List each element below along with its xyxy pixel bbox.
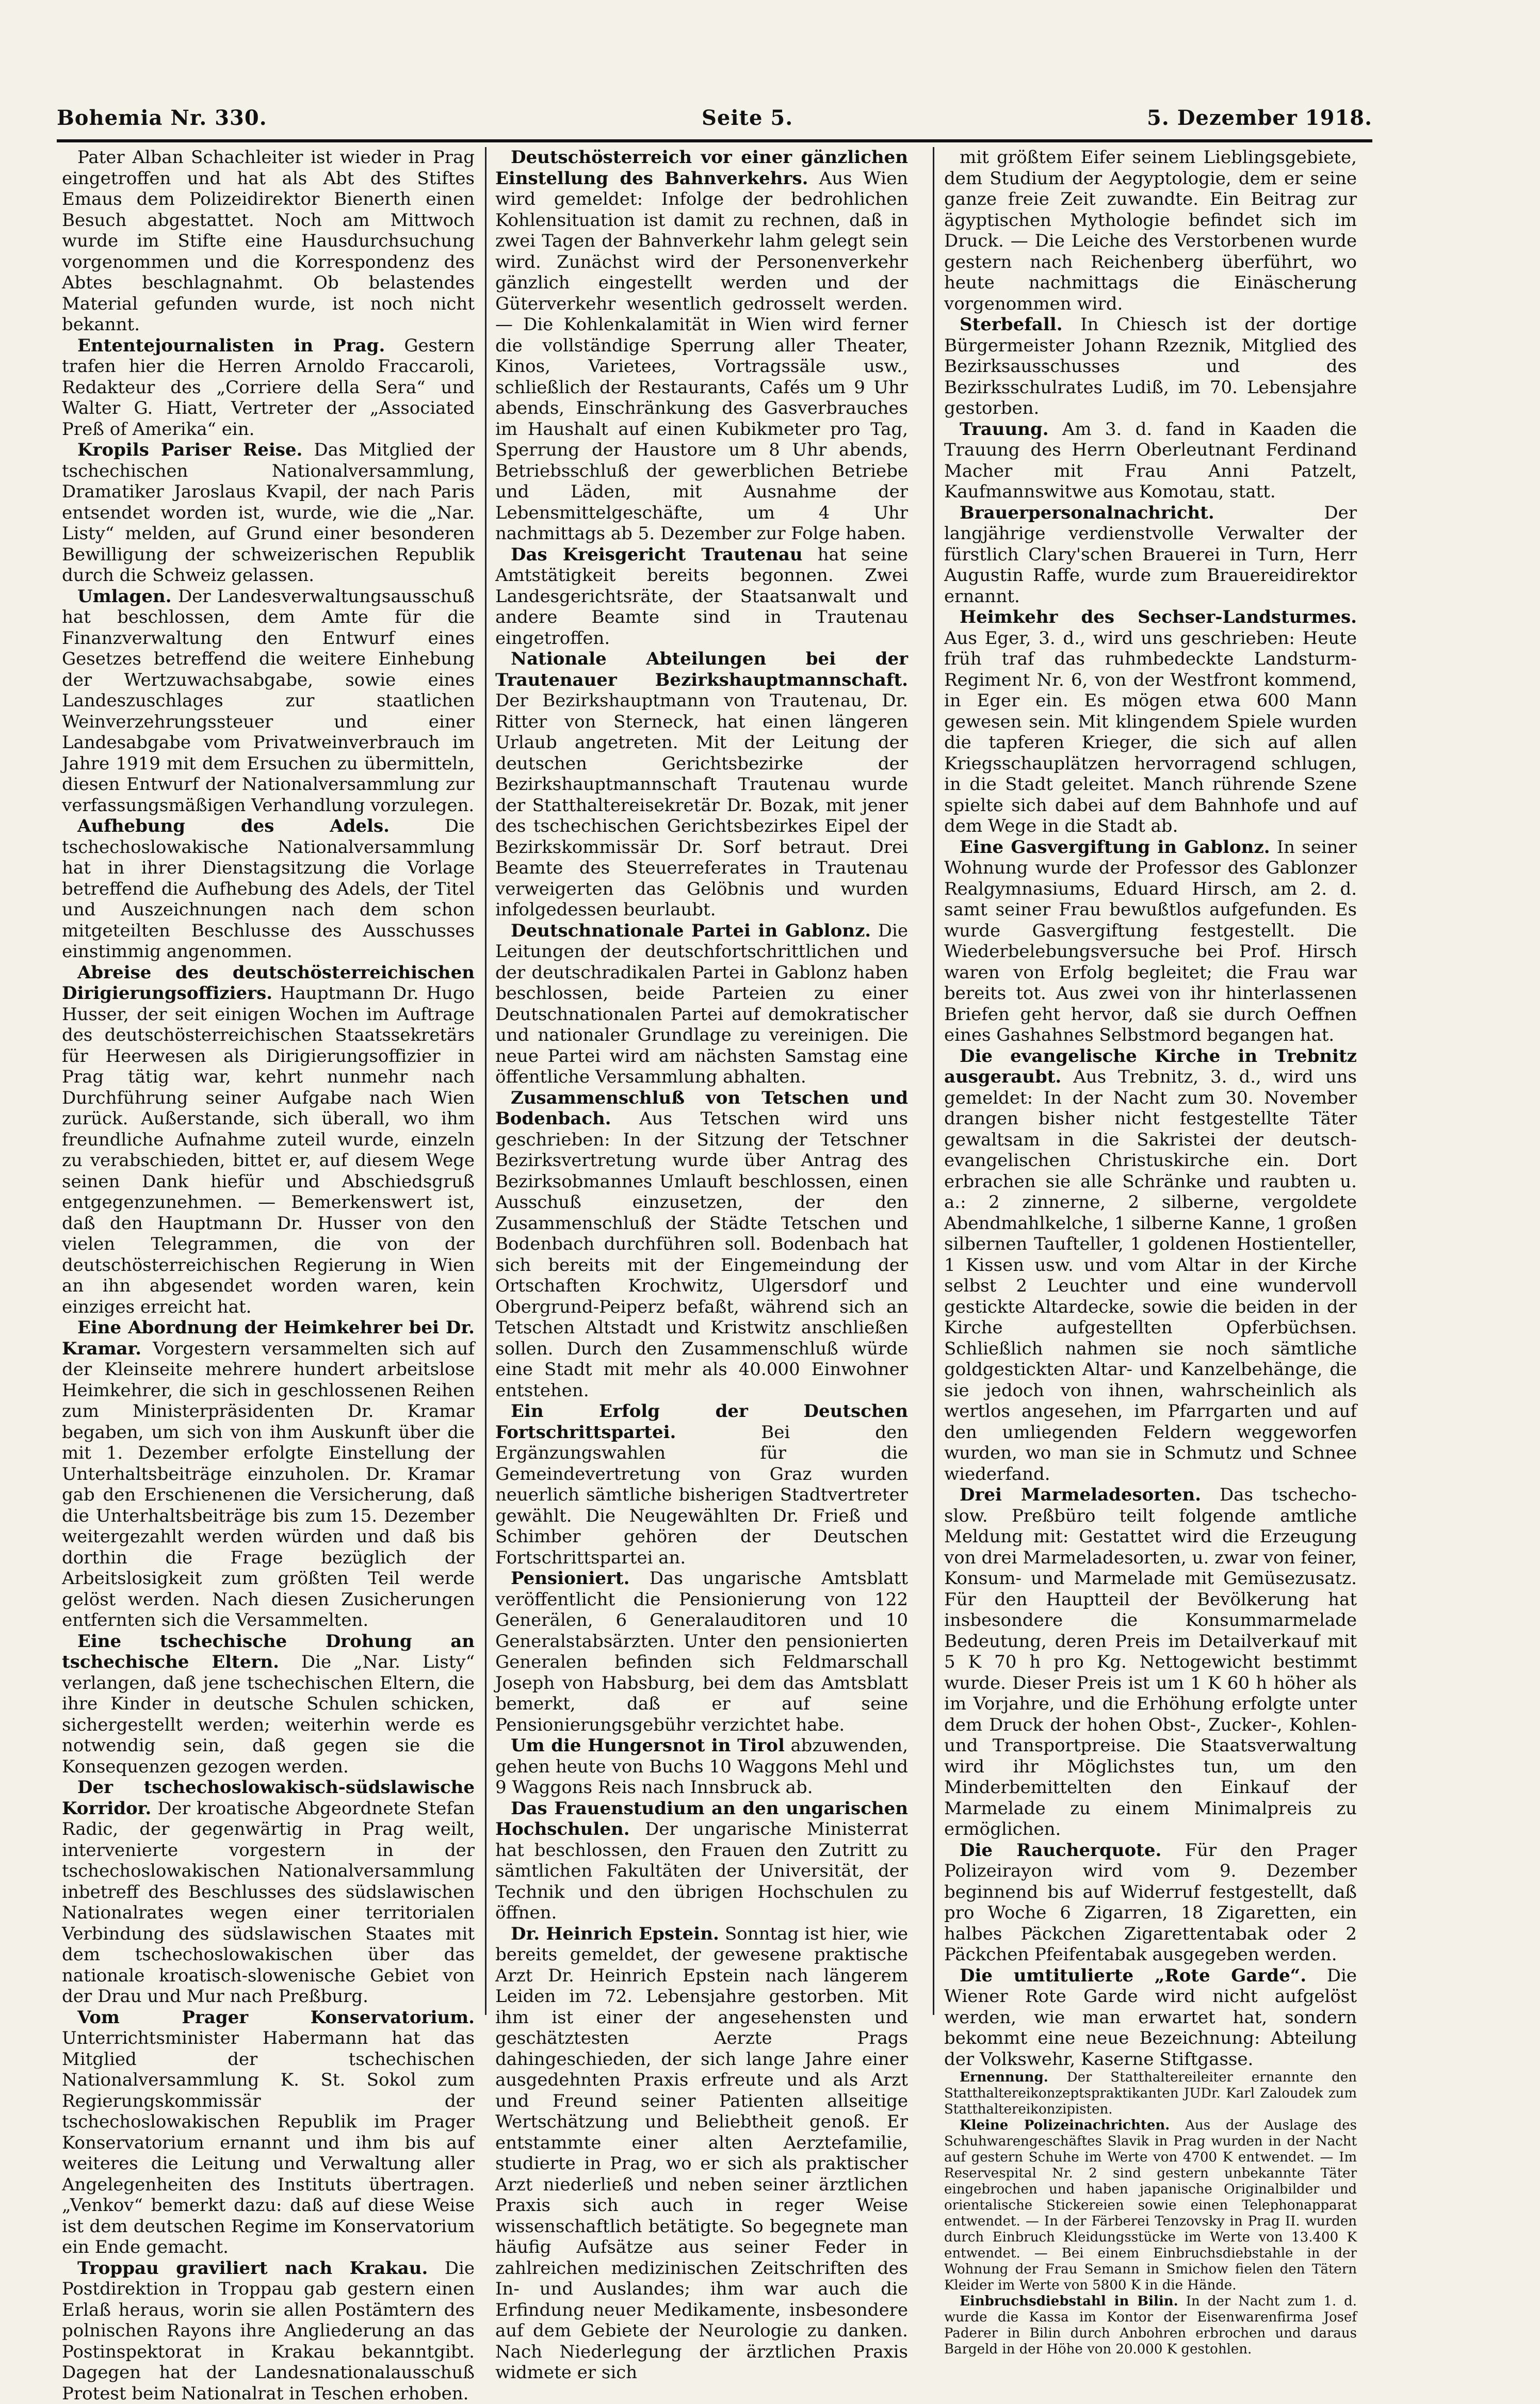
news-item-text: Sonntag ist hier, wie bereits gemeldet, der gewesene praktische Arzt Dr. Heinrich Epstein nach längerem Leiden im 72. Lebensjahre gestorben. Mit ihm ist einer der angesehensten und geschätztesten Aerzte Prags dahingeschieden, der sich lange Jahre einer ausgedehnten Praxis erfreute und als Arzt und Freund seiner Patienten allseitige Wertschätzung und Beliebtheit genoß. Er entstammte einer alten Aerztefamilie, studierte in Prag, wo er sich als praktischer Arzt niederließ und neben seiner ärztlichen Praxis sich auch in reger Weise wissenschaftlich betätigte. So begegnete man häufig Aufsätze aus seiner Feder in zahlreichen medizinischen Zeitschriften des In- und Auslandes; ihm war auch die Erfindung neuer Medikamente, insbesondere auf dem Gebiete der Neurologie zu danken. Nach Niederlegung der ärztlichen Praxis widmete er sich xyxy=(495,1924,908,2383)
news-item xyxy=(944,503,1357,607)
news-item-headline: Der tschechoslowakisch-südslawische Korridor. xyxy=(62,1777,475,1819)
news-item-headline: Abreise des deutschösterreichischen Dirigierungsoffiziers. xyxy=(62,962,475,1004)
news-item-headline: Einbruchsdiebstahl in Bilin. xyxy=(960,2294,1178,2309)
news-item-headline: Eine Gasvergiftung in Gablonz. xyxy=(960,837,1270,858)
news-item-text: Der Bezirkshauptmann von Trautenau, Dr. Ritter von Sterneck, hat einen längeren Urlaub angetreten. Mit der Leitung der deutschen Gerichtsbezirke der Bezirkshauptmannschaft Trautenau wurde der Statthaltereisekretär Dr. Bozak, mit jener des tschechischen Gerichtsbezirkes Eipel der Bezirkskommissär Dr. Sorf betraut. Drei Beamte des Steuerreferates in Trautenau verweigerten das Gelöbnis und wurden infolgedessen beurlaubt. xyxy=(495,690,908,920)
news-item xyxy=(62,440,475,586)
news-item-headline: Trauung. xyxy=(960,419,1049,440)
news-item-headline: Eine tschechische Drohung an tschechische Eltern. xyxy=(62,1631,475,1673)
news-item xyxy=(944,1840,1357,1965)
news-item-headline: Ententejournalisten in Prag. xyxy=(77,335,385,356)
issue-date: 5. Dezember 1918. xyxy=(1147,106,1372,130)
news-item-headline: Aufhebung des Adels. xyxy=(77,816,390,836)
news-item-text: Für den Prager Polizeirayon wird vom 9. Dezember beginnend bis auf Widerruf festgestellt, daß pro Woche 6 Zigarren, 18 Zigaretten, ein halbes Päckchen Zigarettentabak oder 2 Päckchen Pfeifentabak ausgegeben werden. xyxy=(944,1840,1357,1965)
news-item-headline: Eine Abordnung der Heimkehrer bei Dr. Kramar. xyxy=(62,1317,475,1359)
news-item-headline: Das Kreisgericht Trautenau xyxy=(511,544,803,565)
news-item-text: Hauptmann Dr. Hugo Husser, der seit einigen Wochen im Auftrage des deutschösterreichischen Staatssekretärs für Heerwesen als Dirigierungsoffizier in Prag tätig war, kehrt nunmehr nach Durchführung seiner Aufgabe nach Wien zurück. Außerstande, sich überall, wo ihm freundliche Aufnahme zuteil wurde, einzeln zu verabschieden, bittet er, auf diesem Wege seinen Dank hiefür und Abschiedsgruß entgegenzunehmen. — Bemerkenswert ist, daß den Hauptmann Dr. Husser von den vielen Telegrammen, die von der deutschösterreichischen Regierung in Wien an ihn abgesendet worden waren, kein einziges erreicht hat. xyxy=(62,983,475,1317)
news-item-text: Vorgestern versammelten sich auf der Kleinseite mehrere hundert arbeitslose Heimkehrer, die sich in geschlossenen Reihen zum Ministerpräsidenten Dr. Kramar begaben, um sich von ihm Auskunft über die mit 1. Dezember erfolgte Einstellung der Unterhaltsbeiträge einzuholen. Dr. Kramar gab den Erschienenen die Versicherung, daß die Unterhaltsbeiträge bis zum 15. Dezember weitergezahlt werden würden und daß bis dorthin die Frage bezüglich der Arbeitslosigkeit zum größten Teil werde gelöst werden. Nach diesen Zusicherungen entfernten sich die Versammelten. xyxy=(62,1338,475,1631)
news-item-headline: Die evangelische Kirche in Trebnitz ausgeraubt. xyxy=(944,1046,1357,1088)
news-item xyxy=(495,649,908,921)
news-item-text: Bei den Ergänzungswahlen für die Gemeindevertretung von Graz wurden neuerlich sämtliche bisherigen Stadtvertreter gewählt. Die Neugewählten Dr. Frieß und Schimber gehören der Deutschen Fortschrittspartei an. xyxy=(495,1422,908,1568)
news-item-headline: Kropils Pariser Reise. xyxy=(77,440,302,460)
news-item xyxy=(62,962,475,1318)
news-item-text: abzuwenden, gehen heute von Buchs 10 Waggons Mehl und 9 Waggons Reis nach Innsbruck ab. xyxy=(495,1735,908,1798)
news-item xyxy=(495,1798,908,1924)
news-item-text: In Chiesch ist der dortige Bürgermeister Johann Rzeznik, Mitglied des Bezirksausschusses und des Bezirksschulrates Ludiß, im 70. Lebensjahre gestorben. xyxy=(944,314,1357,418)
news-item xyxy=(495,921,908,1088)
news-item xyxy=(944,314,1357,419)
news-item xyxy=(62,1631,475,1778)
news-item-text: mit größtem Eifer seinem Lieblingsgebiete, dem Studium der Aegyptologie, dem er seine ganze freie Zeit zuwandte. Ein Beitrag zur ägyptischen Mythologie befindet sich im Druck. — Die Leiche des Verstorbenen wurde gestern nach Reichenberg überführt, wo heute nachmittags die Einäscherung vorgenommen wird. xyxy=(944,147,1357,314)
news-item-text: Der Landesverwaltungsausschuß hat beschlossen, dem Amte für die Finanzverwaltung den Entwurf eines Gesetzes betreffend die weitere Einhebung der Wertzuwachsabgabe, sowie eines Landeszuschlages zur staatlichen Weinverzehrungssteuer und einer Landesabgabe vom Privatweinverbrauch im Jahre 1919 mit dem Ersuchen zu übermitteln, diesen Entwurf der Nationalversammlung zur verfassungsmäßigen Verhandlung vorzulegen. xyxy=(62,586,475,816)
news-item xyxy=(62,816,475,962)
news-item-text: Unterrichtsminister Habermann hat das Mitglied der tschechischen Nationalversammlung K. St. Sokol zum Regierungskommissär der tschechoslowakischen Republik im Prager Konservatorium ernannt und ihm bis auf weiteres die Leitung und Verwaltung aller Angelegenheiten des Instituts übertragen. „Venkov“ bemerkt dazu: daß auf diese Weise ist dem deutschen Regime im Konservatorium ein Ende gemacht. xyxy=(62,2028,475,2257)
news-item-headline: Brauerpersonalnachricht. xyxy=(960,503,1214,523)
column-1 xyxy=(62,147,475,2036)
news-item xyxy=(944,1046,1357,1485)
news-item-text: Aus Eger, 3. d., wird uns geschrieben: Heute früh traf das ruhmbedeckte Landsturm-Regiment Nr. 6, von der Westfront kommend, in Eger ein. Es mögen etwa 600 Mann gewesen sein. Mit klingendem Spiele wurden die tapferen Krieger, die sich auf allen Kriegsschauplätzen hervorragend schlugen, in die Stadt geleitet. Manch rührende Szene spielte sich dabei auf dem Bahnhofe und auf dem Wege in die Stadt ab. xyxy=(944,628,1357,837)
page-number: Seite 5. xyxy=(702,106,793,130)
column-divider xyxy=(485,147,487,2015)
news-item xyxy=(495,1088,908,1401)
news-item-text: Der langjährige verdienstvolle Verwalter der fürstlich Clary'schen Brauerei in Turn, Herr Augustin Raffe, wurde zum Brauereidirektor ernannt. xyxy=(944,503,1357,607)
news-item xyxy=(944,2118,1357,2294)
news-item-text: Am 3. d. fand in Kaaden die Trauung des Herrn Oberleutnant Ferdinand Macher mit Frau Anni Patzelt, Kaufmannswitwe aus Komotau, statt. xyxy=(944,419,1357,503)
column-2 xyxy=(495,147,908,2036)
news-item xyxy=(944,2294,1357,2358)
news-item-headline: Pensioniert. xyxy=(511,1568,629,1589)
news-item-text: Das ungarische Amtsblatt veröffentlicht die Pensionierung von 122 Generälen, 6 Generalauditoren und 10 Generalstabsärzten. Unter den pensionierten Generalen befinden sich Feldmarschall Joseph von Habsburg, bei dem das Amtsblatt bemerkt, daß er auf seine Pensionierungsgebühr verzichtet habe. xyxy=(495,1568,908,1735)
news-item xyxy=(495,544,908,649)
news-item-headline: Ein Erfolg der Deutschen Fortschrittspartei. xyxy=(495,1401,908,1443)
news-item xyxy=(495,147,908,544)
news-item-text: Die Leitungen der deutschfortschrittlichen und der deutschradikalen Partei in Gablonz haben beschlossen, beide Parteien zu einer Deutschnationalen Partei auf demokratischer und nationaler Grundlage zu vereinigen. Die neue Partei wird am nächsten Samstag eine öffentliche Versammlung abhalten. xyxy=(495,921,908,1088)
news-item-text: Das tschecho-slow. Preßbüro teilt folgende amtliche Meldung mit: Gestattet wird die Erzeugung von drei Marmeladesorten, u. zwar von feiner, Konsum- und Marmelade mit Gemüsezusatz. Für den Hauptteil der Bevölkerung hat insbesondere die Konsummarmelade Bedeutung, deren Preis im Detailverkauf mit 5 K 70 h pro Kg. Nettogewicht bestimmt wurde. Dieser Preis ist um 1 K 60 h höher als im Vorjahre, und die Erhöhung erfolgte unter dem Druck der hohen Obst-, Zucker-, Kohlen- und Transportpreise. Die Staatsverwaltung wird ihr Möglichstes tun, um den Minderbemittelten den Einkauf der Marmelade zu einem Minimalpreis zu ermöglichen. xyxy=(944,1485,1357,1840)
news-item-text: Die tschechoslowakische Nationalversammlung hat in ihrer Dienstagsitzung die Vorlage betreffend die Aufhebung des Adels, der Titel und Auszeichnungen nach dem schon mitgeteilten Beschlusse des Ausschusses einstimmig angenommen. xyxy=(62,816,475,962)
news-item-text: Der Statthaltereileiter ernannte den Statthaltereikonzeptspraktikanten JUDr. Karl Zaloudek zum Statthaltereikonzipisten. xyxy=(944,2070,1357,2117)
news-item xyxy=(62,335,475,440)
news-item-text: Aus Tetschen wird uns geschrieben: In der Sitzung der Tetschner Bezirksvertretung wurde über Antrag des Bezirksobmannes Umlauft beschlossen, einen Ausschuß einzusetzen, der den Zusammenschluß der Städte Tetschen und Bodenbach durchführen soll. Bodenbach hat sich bereits mit der Eingemeindung der Ortschaften Krochwitz, Ulgersdorf und Obergrund-Peiperz befaßt, während sich an Tetschen Altstadt und Kristwitz anschließen sollen. Durch den Zusammenschluß würde eine Stadt mit mehr als 40.000 Einwohner entstehen. xyxy=(495,1108,908,1401)
news-item-headline: Sterbefall. xyxy=(960,314,1063,335)
masthead xyxy=(57,106,1372,137)
news-item xyxy=(944,2070,1357,2118)
news-item xyxy=(944,1485,1357,1840)
column-divider xyxy=(933,147,934,2015)
column-3 xyxy=(944,147,1357,2036)
news-item-headline: Dr. Heinrich Epstein. xyxy=(511,1924,719,1944)
news-item xyxy=(62,1317,475,1631)
news-item-text: Die „Nar. Listy“ verlangen, daß jene tschechischen Eltern, die ihre Kinder in deutsche Schulen schicken, sichergestellt werden; weiterhin werde es notwendig sein, daß gegen sie die Konsequenzen gezogen werden. xyxy=(62,1652,475,1777)
news-item xyxy=(944,607,1357,837)
news-item xyxy=(944,419,1357,503)
news-item-text: Pater Alban Schachleiter ist wieder in Prag eingetroffen und hat als Abt des Stiftes Emaus dem Polizeidirektor Bienerth einen Besuch abgestattet. Noch am Mittwoch wurde im Stifte eine Hausdurchsuchung vorgenommen und die Korrespondenz des Abtes beschlagnahmt. Ob belastendes Material gefunden wurde, ist noch nicht bekannt. xyxy=(62,147,475,335)
news-item-text: Das Mitglied der tschechischen Nationalversammlung, Dramatiker Jaroslaus Kvapil, der nach Paris entsendet worden ist, wurde, wie die „Nar. Listy“ melden, auf Grund einer besonderen Bewilligung der schweizerischen Republik durch die Schweiz gelassen. xyxy=(62,440,475,586)
newspaper-name: Bohemia Nr. 330. xyxy=(57,106,267,130)
news-item-headline: Umlagen. xyxy=(77,586,172,607)
news-item-text: hat seine Amtstätigkeit bereits begonnen. Zwei Landesgerichtsräte, der Staatsanwalt und andere Beamte sind in Trautenau eingetroffen. xyxy=(495,544,908,649)
news-item-headline: Vom Prager Konservatorium. xyxy=(77,2007,475,2028)
news-item xyxy=(944,147,1357,314)
news-item-headline: Ernennung. xyxy=(960,2070,1048,2085)
news-item-text: Aus der Auslage des Schuhwarengeschäftes Slavik in Prag wurden in der Nacht auf gestern Schuhe im Werte von 4700 K entwendet. — Im Reservespital Nr. 2 sind gestern unbekannte Täter eingebrochen und haben japanische Originalbilder und orientalische Stickereien sowie einen Telephonapparat entwendet. — In der Färberei Tenzovsky in Prag II. wurden durch Einbruch Kleidungsstücke im Werte von 13.400 K entwendet. — Bei einem Einbruchsdiebstahle in der Wohnung der Frau Semann in Smichow fielen den Tätern Kleider im Werte von 5800 K in die Hände. xyxy=(944,2118,1357,2293)
header-rule xyxy=(57,139,1372,142)
news-item-headline: Um die Hungersnot in Tirol xyxy=(511,1735,785,1756)
news-item xyxy=(62,2258,475,2404)
news-item-headline: Das Frauenstudium an den ungarischen Hochschulen. xyxy=(495,1798,908,1840)
news-item xyxy=(495,1924,908,2383)
news-item-headline: Die umtitulierte „Rote Garde“. xyxy=(960,1965,1306,1986)
news-item-text: In der Nacht zum 1. d. wurde die Kassa im Kontor der Eisenwarenfirma Josef Paderer in Bilin durch Anbohren erbrochen und daraus Bargeld in der Höhe von 20.000 K gestohlen. xyxy=(944,2294,1357,2357)
news-item xyxy=(495,1735,908,1798)
news-item-text: Aus Wien wird gemeldet: Infolge der bedrohlichen Kohlensituation ist damit zu rechnen, daß in zwei Tagen der Bahnverkehr lahm gelegt sein wird. Zunächst wird der Personenverkehr gänzlich eingestellt werden und der Güterverkehr wesentlich gedrosselt werden. — Die Kohlenkalamität in Wien wird ferner die vollständige Sperrung aller Theater, Kinos, Varietees, Vortragssäle usw., schließlich der Restaurants, Cafés um 9 Uhr abends, Einschränkung des Gasverbrauches im Haushalt auf einen Kubikmeter pro Tag, Sperrung der Haustore um 8 Uhr abends, Betriebsschluß der gewerblichen Betriebe und Läden, mit Ausnahme der Lebensmittelgeschäfte, um 4 Uhr nachmittags ab 5. Dezember zur Folge haben. xyxy=(495,168,908,544)
news-item xyxy=(944,1965,1357,2070)
news-item-headline: Drei Marmeladesorten. xyxy=(960,1485,1201,1505)
news-item-text: Die Wiener Rote Garde wird nicht aufgelöst werden, wie man erwartet hat, sondern bekommt eine neue Bezeichnung: Abteilung der Volkswehr, Kaserne Stiftgasse. xyxy=(944,1965,1357,2070)
news-item-headline: Troppau graviliert nach Krakau. xyxy=(77,2258,428,2279)
news-item-text: In seiner Wohnung wurde der Professor des Gablonzer Realgymnasiums, Eduard Hirsch, am 2. d. samt seiner Frau bewußtlos aufgefunden. Es wurde Gasvergiftung festgestellt. Die Wiederbelebungsversuche bei Prof. Hirsch waren von Erfolg begleitet; die Frau war bereits tot. Aus zwei von ihr hinterlassenen Briefen geht hervor, daß sie durch Oeffnen eines Gashahnes Selbstmord begangen hat. xyxy=(944,837,1357,1046)
news-item xyxy=(62,2007,475,2258)
news-item-headline: Deutschösterreich vor einer gänzlichen Einstellung des Bahnverkehrs. xyxy=(495,147,908,189)
news-item-text: Die Postdirektion in Troppau gab gestern einen Erlaß heraus, worin sie allen Postämtern des polnischen Rayons ihre Angliederung an das Postinspektorat in Krakau bekanntgibt. Dagegen hat der Landesnationalausschuß Protest beim Nationalrat in Teschen erhoben. xyxy=(62,2258,475,2404)
news-item xyxy=(944,837,1357,1046)
news-item xyxy=(62,1777,475,2007)
news-item xyxy=(495,1401,908,1568)
news-item-text: Gestern trafen hier die Herren Arnoldo Fraccaroli, Redakteur des „Corriere della Sera“ und Walter G. Hiatt, Vertreter der „Associated Preß of Amerika“ ein. xyxy=(62,335,475,440)
news-item-headline: Deutschnationale Partei in Gablonz. xyxy=(511,921,871,941)
news-item-headline: Die Raucherquote. xyxy=(960,1840,1161,1861)
news-item-headline: Zusammenschluß von Tetschen und Bodenbach. xyxy=(495,1088,908,1130)
news-item-headline: Heimkehr des Sechser-Landsturmes. xyxy=(960,607,1357,627)
news-item xyxy=(495,1568,908,1735)
news-item-text: Der ungarische Ministerrat hat beschlossen, den Frauen den Zutritt zu sämtlichen Fakultäten der Universität, der Technik und den übrigen Hochschulen zu öffnen. xyxy=(495,1819,908,1923)
news-item-text: Der kroatische Abgeordnete Stefan Radic, der gegenwärtig in Prag weilt, intervenierte vorgestern in der tschechoslowakischen Nationalversammlung inbetreff des Beschlusses des südslawischen Nationalrates wegen einer territorialen Verbindung des südslawischen Staates mit dem tschechoslowakischen über das nationale kroatisch-slowenische Gebiet von der Drau und Mur nach Preßburg. xyxy=(62,1798,475,2007)
news-item xyxy=(62,586,475,816)
news-item xyxy=(62,147,475,335)
news-item-text: Aus Trebnitz, 3. d., wird uns gemeldet: In der Nacht zum 30. November drangen bisher nicht festgestellte Täter gewaltsam in die Sakristei der deutsch-evangelischen Christuskirche ein. Dort erbrachen sie alle Schränke und raubten u. a.: 2 zinnerne, 2 silberne, vergoldete Abendmahlkelche, 1 silberne Kanne, 1 großen silbernen Taufteller, 1 goldenen Hostienteller, 1 Kissen usw. und vom Altar in der Kirche selbst 2 Leuchter und eine wundervoll gestickte Altardecke, sowie die beiden in der Kirche aufgestellten Opferbüchsen. Schließlich nahmen sie noch sämtliche goldgestickten Altar- und Kanzelbehänge, die sie jedoch von ihnen, wahrscheinlich als wertlos angesehen, im Pfarrgarten und auf den umliegenden Feldern weggeworfen wurden, wo man sie in Schmutz und Schnee wiederfand. xyxy=(944,1067,1357,1485)
news-item-headline: Nationale Abteilungen bei der Trautenauer Bezirkshauptmannschaft. xyxy=(495,649,908,690)
news-item-headline: Kleine Polizeinachrichten. xyxy=(960,2118,1170,2133)
